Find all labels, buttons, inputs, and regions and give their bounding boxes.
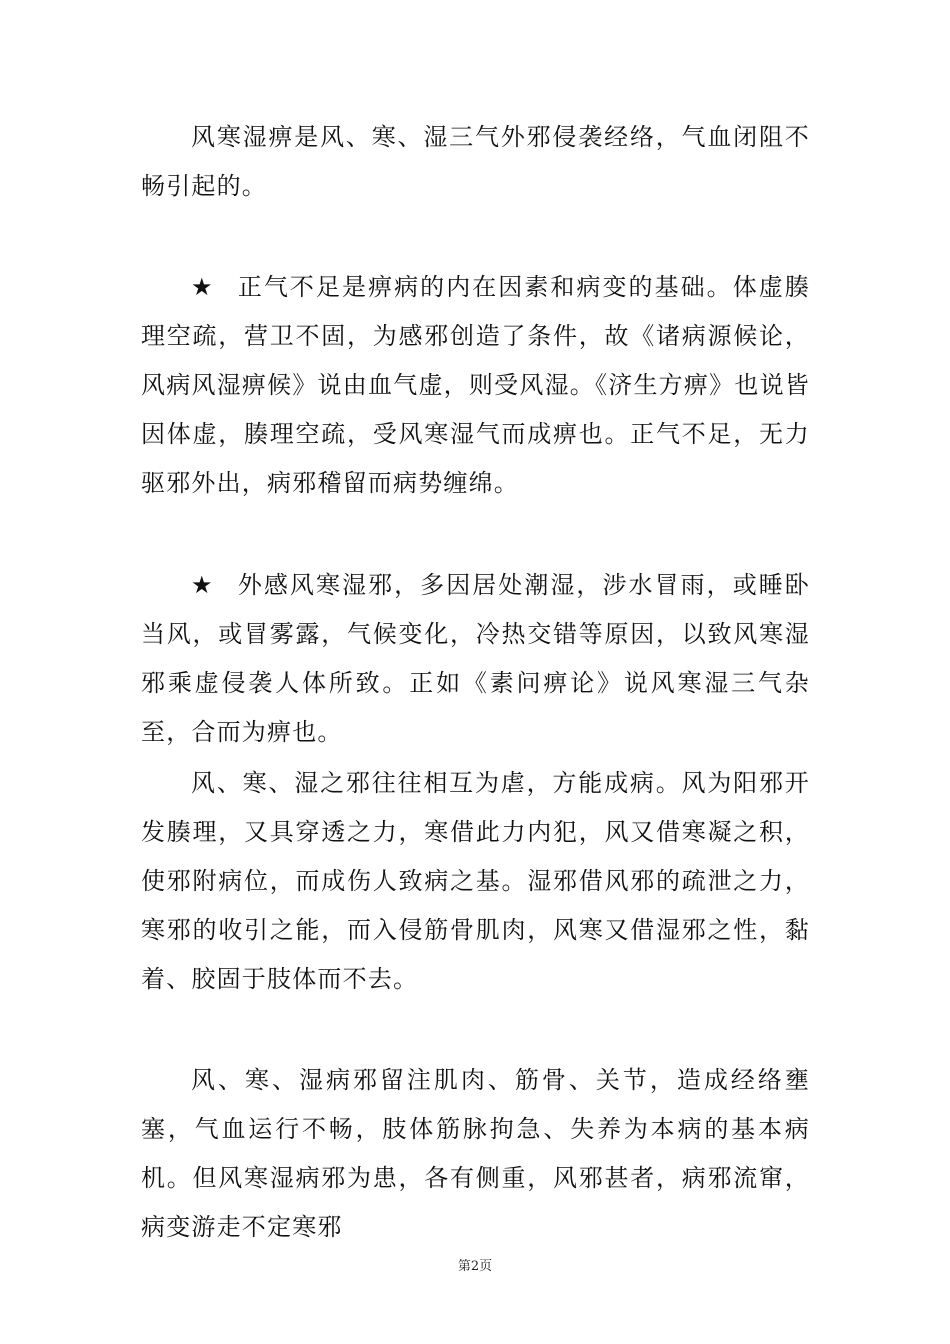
paragraph-3 xyxy=(141,561,810,757)
star-icon: ★ xyxy=(191,273,214,301)
paragraph-1-text: 风寒湿痹是风、寒、湿三气外邪侵袭经络，气血闭阻不畅引起的。 xyxy=(141,123,810,200)
paragraph-4-text: 风、寒、湿之邪往往相互为虐，方能成病。风为阳邪开发腠理，又具穿透之力，寒借此力内犯，风又借寒凝之积，使邪附病位，而成伤人致病之基。湿邪借风邪的疏泄之力，寒邪的收引之能，而入侵筋骨肌肉，风寒又借湿邪之性，黏着、胶固于肢体而不去。 xyxy=(141,769,810,993)
paragraph-2 xyxy=(141,263,810,508)
paragraph-3-text: 外感风寒湿邪，多因居处潮湿，涉水冒雨，或睡卧当风，或冒雾露，气候变化，冷热交错等原因，以致风寒湿邪乘虚侵袭人体所致。正如《素问痹论》说风寒湿三气杂至，合而为痹也。 xyxy=(141,571,810,746)
paragraph-4 xyxy=(141,759,810,1004)
paragraph-1 xyxy=(141,113,810,211)
star-icon: ★ xyxy=(191,571,214,599)
paragraph-5-text: 风、寒、湿病邪留注肌肉、筋骨、关节，造成经络壅塞，气血运行不畅，肢体筋脉拘急、失养为本病的基本病机。但风寒湿病邪为患，各有侧重，风邪甚者，病邪流窜，病变游走不定寒邪 xyxy=(141,1066,810,1241)
page-number: 第2页 xyxy=(457,1259,493,1274)
paragraph-5 xyxy=(141,1056,810,1252)
paragraph-2-text: 正气不足是痹病的内在因素和病变的基础。体虚腠理空疏，营卫不固，为感邪创造了条件，故《诸病源候论，风病风湿痹候》说由血气虚，则受风湿。《济生方痹》也说皆因体虚，腠理空疏，受风寒湿气而成痹也。正气不足，无力驱邪外出，病邪稽留而病势缠绵。 xyxy=(141,273,810,497)
